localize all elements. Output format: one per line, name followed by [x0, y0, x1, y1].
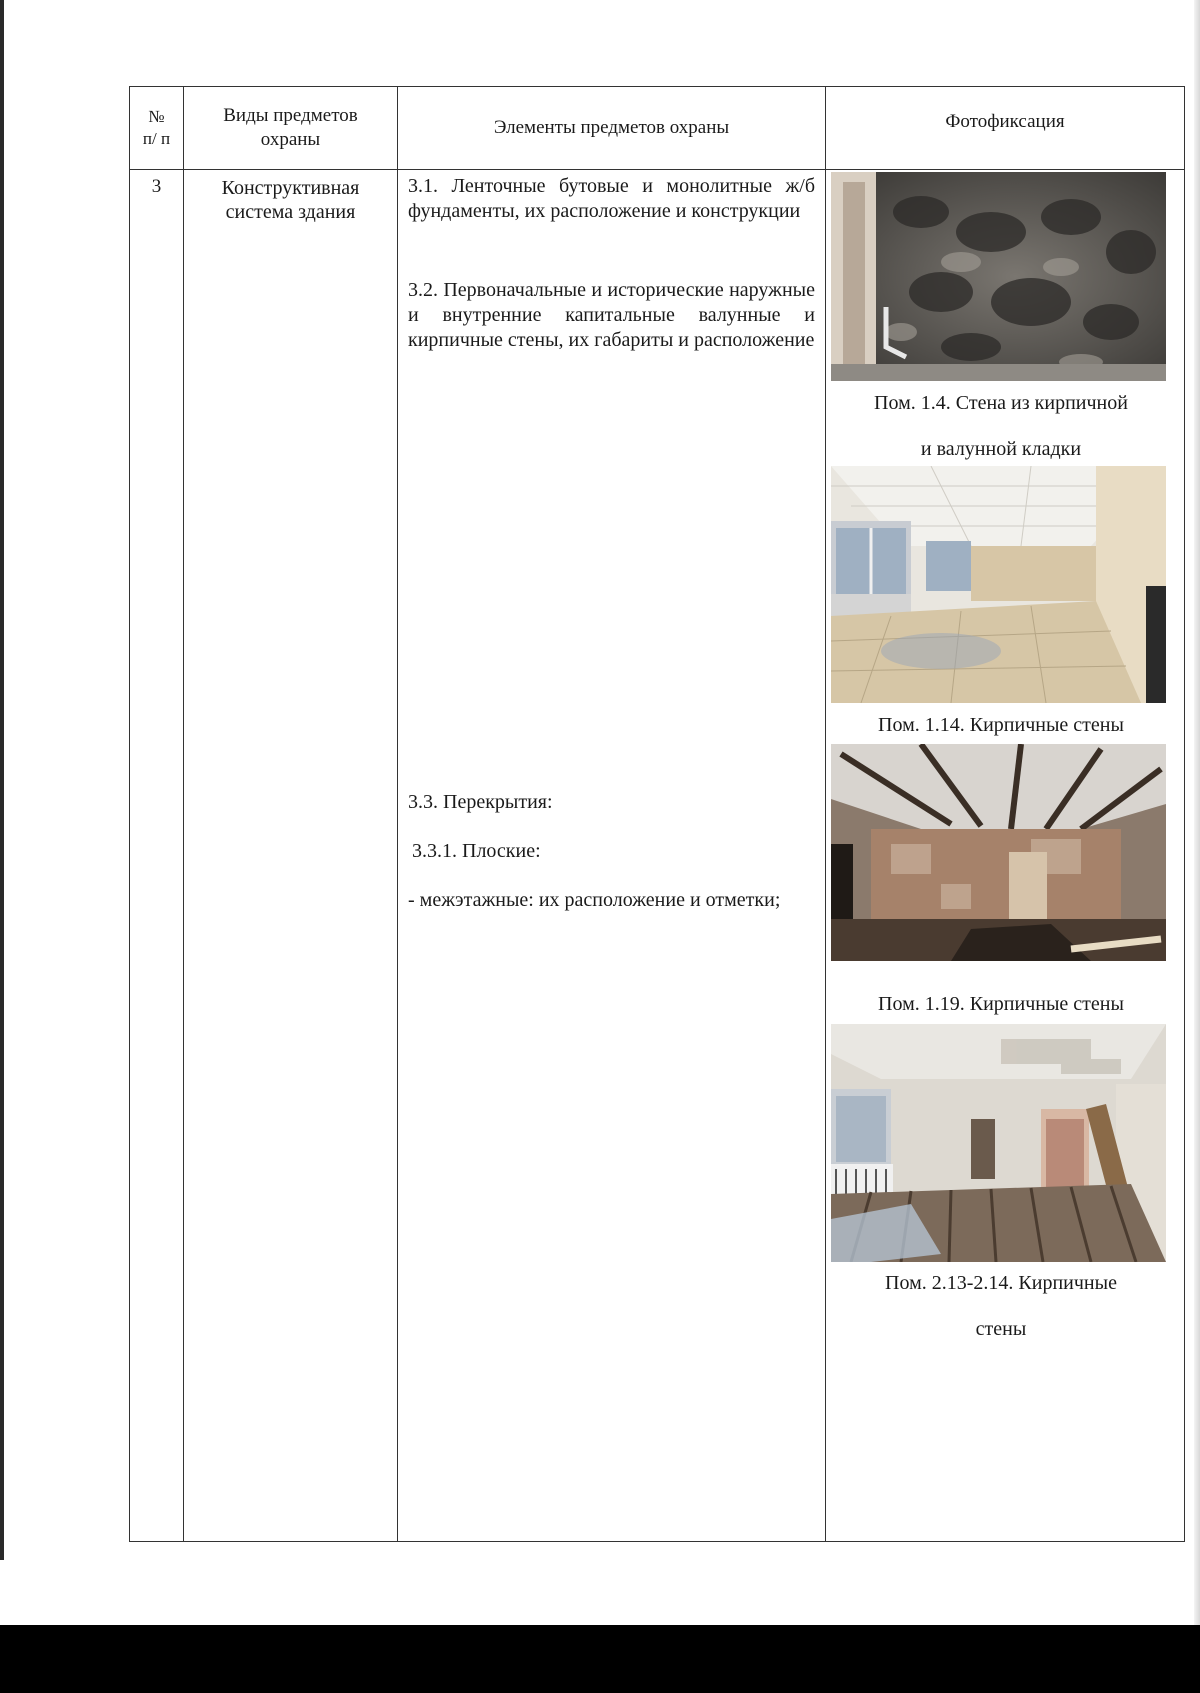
element-3-1: 3.1. Ленточные бутовые и монолитные ж/б фундаменты, их расположение и конструкции — [408, 175, 815, 222]
caption-room-1-4 — [826, 380, 1176, 472]
photo-room-1-4 — [831, 172, 1166, 381]
scan-bottom-bar — [0, 1625, 1200, 1693]
row-photos — [826, 170, 1185, 1542]
element-3-2: 3.2. Первоначальные и исторические наружные и внутренние капитальные валунные и кирпичные стены, их габариты и расположение — [408, 279, 815, 351]
scan-edge-right — [1194, 0, 1200, 1630]
photo-room-1-19 — [831, 744, 1166, 961]
element-3-3-1: 3.3.1. Плоские: — [412, 840, 541, 862]
header-number-label: № п/ п — [142, 107, 171, 148]
caption-room-1-19 — [826, 981, 1176, 1027]
photo-room-1-14 — [831, 466, 1166, 703]
table-header-row — [130, 87, 1185, 170]
caption-room-1-19-line1: Пом. 1.19. Кирпичные стены — [878, 993, 1124, 1015]
caption-room-2-13-2-14-line2: стены — [975, 1318, 1027, 1340]
row-number: 3 — [130, 170, 184, 1542]
element-3-3-1-interfloor: - межэтажные: их расположение и отметки; — [408, 889, 781, 911]
header-type — [184, 87, 398, 170]
caption-room-2-13-2-14 — [826, 1260, 1176, 1352]
header-elements-label: Элементы предметов охраны — [493, 117, 730, 138]
row-type: Конструктивная система здания — [184, 170, 398, 1542]
element-3-3: 3.3. Перекрытия: — [408, 791, 553, 813]
photo-room-2-13-2-14 — [831, 1024, 1166, 1262]
caption-room-1-14-line1: Пом. 1.14. Кирпичные стены — [878, 714, 1124, 736]
header-number — [130, 87, 184, 170]
header-type-label: Виды предметов охраны — [223, 105, 358, 150]
header-elements — [398, 87, 826, 170]
row-elements — [398, 170, 826, 1542]
protection-items-table — [129, 86, 1185, 1542]
caption-room-2-13-2-14-line1: Пом. 2.13-2.14. Кирпичные — [885, 1272, 1117, 1294]
caption-room-1-4-line2: и валунной кладки — [920, 438, 1082, 460]
caption-room-1-14 — [826, 702, 1176, 748]
table-row — [130, 170, 1185, 1542]
header-photo-label: Фотофиксация — [945, 111, 1065, 132]
scan-edge-left — [0, 0, 4, 1560]
header-photo — [826, 87, 1185, 170]
caption-room-1-4-line1: Пом. 1.4. Стена из кирпичной — [874, 392, 1128, 414]
